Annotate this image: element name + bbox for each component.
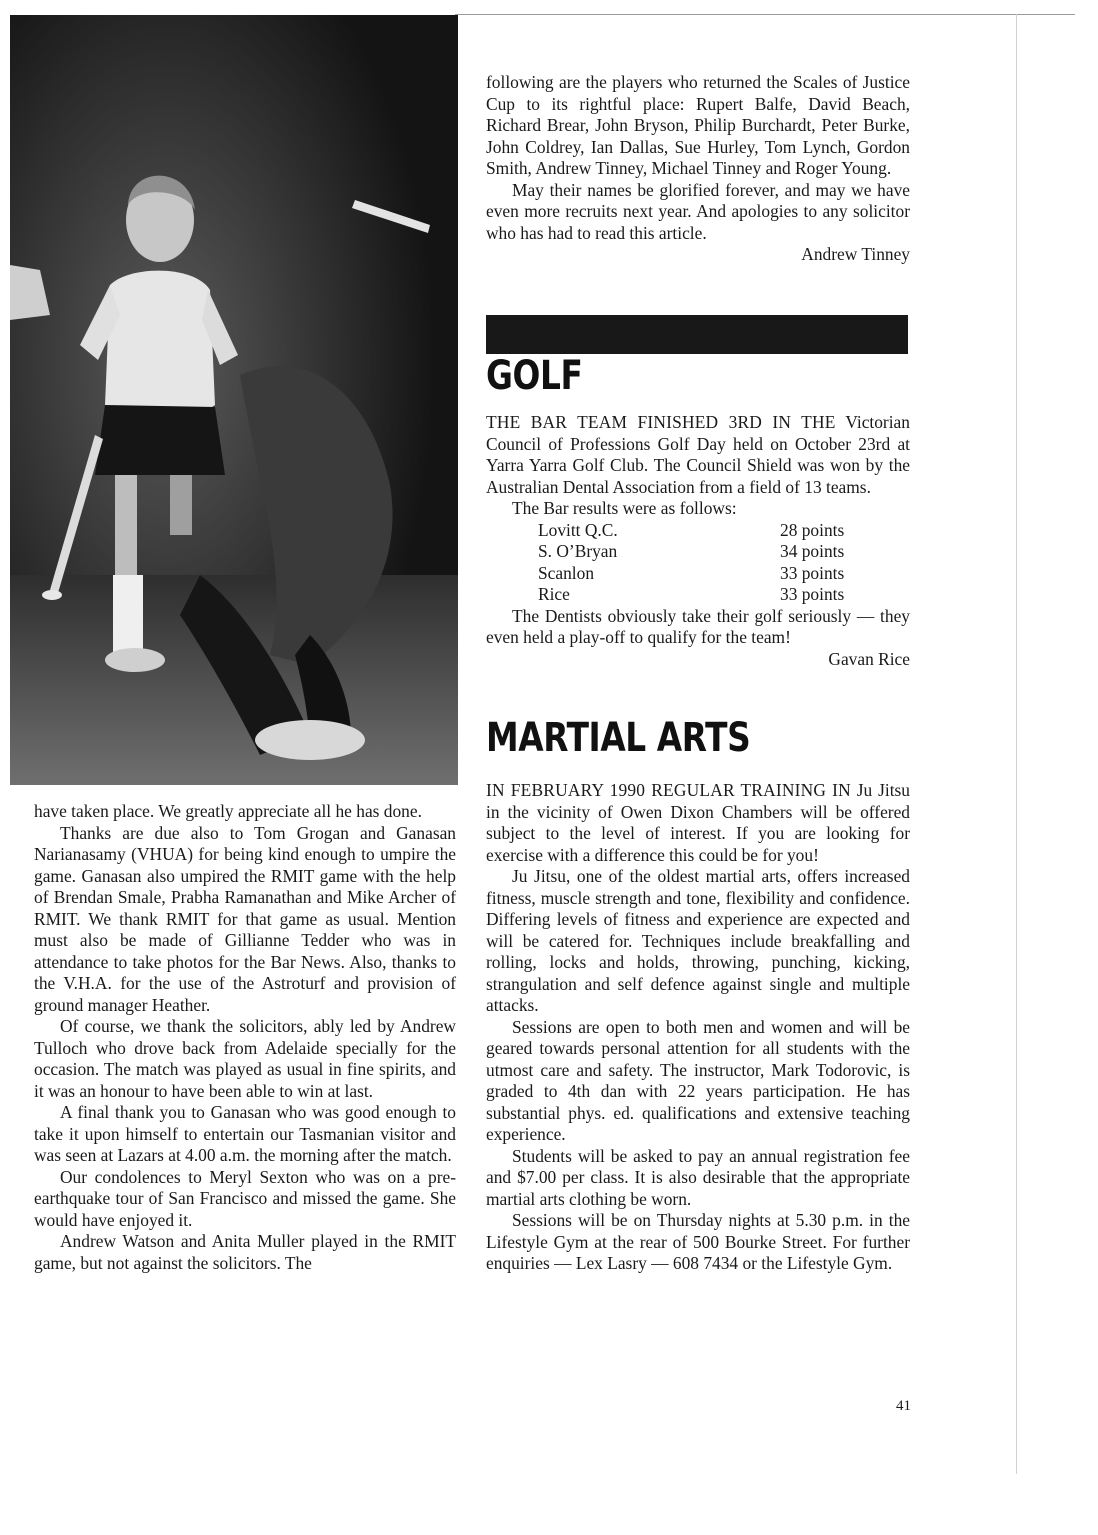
lead-caps: THE BAR TEAM FINISHED 3RD IN THE bbox=[486, 412, 836, 432]
field-hockey-photo-icon bbox=[10, 15, 458, 785]
player-name: Lovitt Q.C. bbox=[538, 519, 618, 540]
paragraph: May their names be glorified forever, and may we have even more recruits next year. And apologies to any solicitor who has had to read this article. bbox=[486, 179, 910, 243]
top-rule bbox=[455, 14, 1075, 15]
section-divider-bar bbox=[486, 315, 908, 354]
player-score: 33 points bbox=[780, 562, 845, 583]
paragraph: The Dentists obviously take their golf seriously — they even held a play-off to qualify for the team! bbox=[486, 605, 910, 647]
player-name: Scanlon bbox=[538, 562, 595, 583]
paragraph: Andrew Watson and Anita Muller played in the RMIT game, but not against the solicitors. The bbox=[34, 1231, 456, 1273]
paragraph: Of course, we thank the solicitors, ably led by Andrew Tulloch who drove back from Adelaide specially for the occasion. The match was played as usual in fine spirits, and it was an honour to have been able to win at last. bbox=[34, 1016, 456, 1101]
paragraph: Students will be asked to pay an annual registration fee and $7.00 per class. It is also desirable that the appropriate martial arts clothing be worn. bbox=[486, 1145, 910, 1209]
lead-rest: Ju Jitsu in the vicinity of Owen Dixon Chambers will be offered subject to the level of interest. If you are looking for exercise with a difference this could be for you! bbox=[486, 780, 910, 865]
lead-paragraph bbox=[486, 412, 910, 498]
page-edge-rule bbox=[1016, 14, 1017, 1474]
page-number: 41 bbox=[896, 1398, 911, 1414]
player-name: Rice bbox=[538, 584, 570, 604]
hockey-article-end bbox=[486, 72, 910, 266]
martial-arts-heading: MARTIAL ARTS bbox=[486, 715, 751, 761]
paragraph: Ju Jitsu, one of the oldest martial arts, offers increased fitness, muscle strength and tone, flexibility and confidence. Differing levels of fitness and experience are expected and will be catered for. Techniques include breakfalling and rolling, locks and holds, throwing, punching, kicking, strangulation and self defence against single and multiple attacks. bbox=[486, 866, 910, 1015]
golf-heading: GOLF bbox=[486, 353, 583, 399]
paragraph: Thanks are due also to Tom Grogan and Ganasan Narianasamy (VHUA) for being kind enough to umpire the game. Ganasan also umpired the RMIT game with the help of Brendan Smale, Prabha Ramanathan and Mike Archer of RMIT. We thank RMIT for that game as usual. Mention must also be made of Gillianne Tedder who was in attendance to take photos for the Bar News. Also, thanks to the V.H.A. for the use of the Astroturf and provision of ground manager Heather. bbox=[34, 822, 456, 1015]
paragraph: Our condolences to Meryl Sexton who was on a pre-earthquake tour of San Francisco and missed the game. She would have enjoyed it. bbox=[34, 1166, 456, 1230]
table-row bbox=[538, 520, 844, 542]
hockey-photo bbox=[10, 15, 458, 785]
golf-results-table bbox=[538, 520, 844, 606]
paragraph: A final thank you to Ganasan who was good enough to take it upon himself to entertain our Tasmanian visitor and was seen at Lazars at 4.00 a.m. the morning after the match. bbox=[34, 1102, 456, 1165]
paragraph: Sessions will be on Thursday nights at 5.30 p.m. in the Lifestyle Gym at the rear of 500 Bourke Street. For further enquiries — Lex Lasry — 608 7434 or the Lifestyle Gym. bbox=[486, 1210, 910, 1273]
table-row bbox=[538, 563, 844, 585]
player-score: 33 points bbox=[780, 584, 845, 604]
paragraph: Sessions are open to both men and women and will be geared towards personal attention for all students with the utmost care and safety. The instructor, Mark Todorovic, is graded to 4th dan with 22 years participation. He has substantial phys. ed. qualifications and extensive teaching experience. bbox=[486, 1016, 910, 1144]
results-intro: The Bar results were as follows: bbox=[512, 498, 737, 518]
lead-paragraph bbox=[486, 780, 910, 866]
left-column bbox=[34, 801, 456, 1274]
paragraph: have taken place. We greatly appreciate all he has done. bbox=[34, 801, 422, 821]
player-name: S. O’Bryan bbox=[538, 541, 618, 561]
table-row bbox=[538, 584, 844, 606]
player-score: 34 points bbox=[780, 541, 845, 561]
lead-rest: Victorian Council of Professions Golf Day held on October 23rd at Yarra Yarra Golf Club. The Council Shield was won by the Australian Dental Association from a field of 13 teams. bbox=[486, 412, 910, 497]
author-signature: Gavan Rice bbox=[828, 648, 910, 669]
martial-arts-article bbox=[486, 780, 910, 1275]
lead-caps: IN FEBRUARY 1990 REGULAR TRAINING IN bbox=[486, 780, 851, 800]
golf-article bbox=[486, 412, 910, 670]
player-score: 28 points bbox=[780, 519, 845, 540]
table-row bbox=[538, 541, 844, 563]
author-signature: Andrew Tinney bbox=[801, 244, 910, 264]
paragraph: following are the players who returned the Scales of Justice Cup to its rightful place: Rupert Balfe, David Beach, Richard Brear, John Bryson, Philip Burchardt, Peter Burke, John Coldrey, Ian Dallas, Sue Hurley, Tom Lynch, Gordon Smith, Andrew Tinney, Michael Tinney and Roger Young. bbox=[486, 72, 910, 178]
